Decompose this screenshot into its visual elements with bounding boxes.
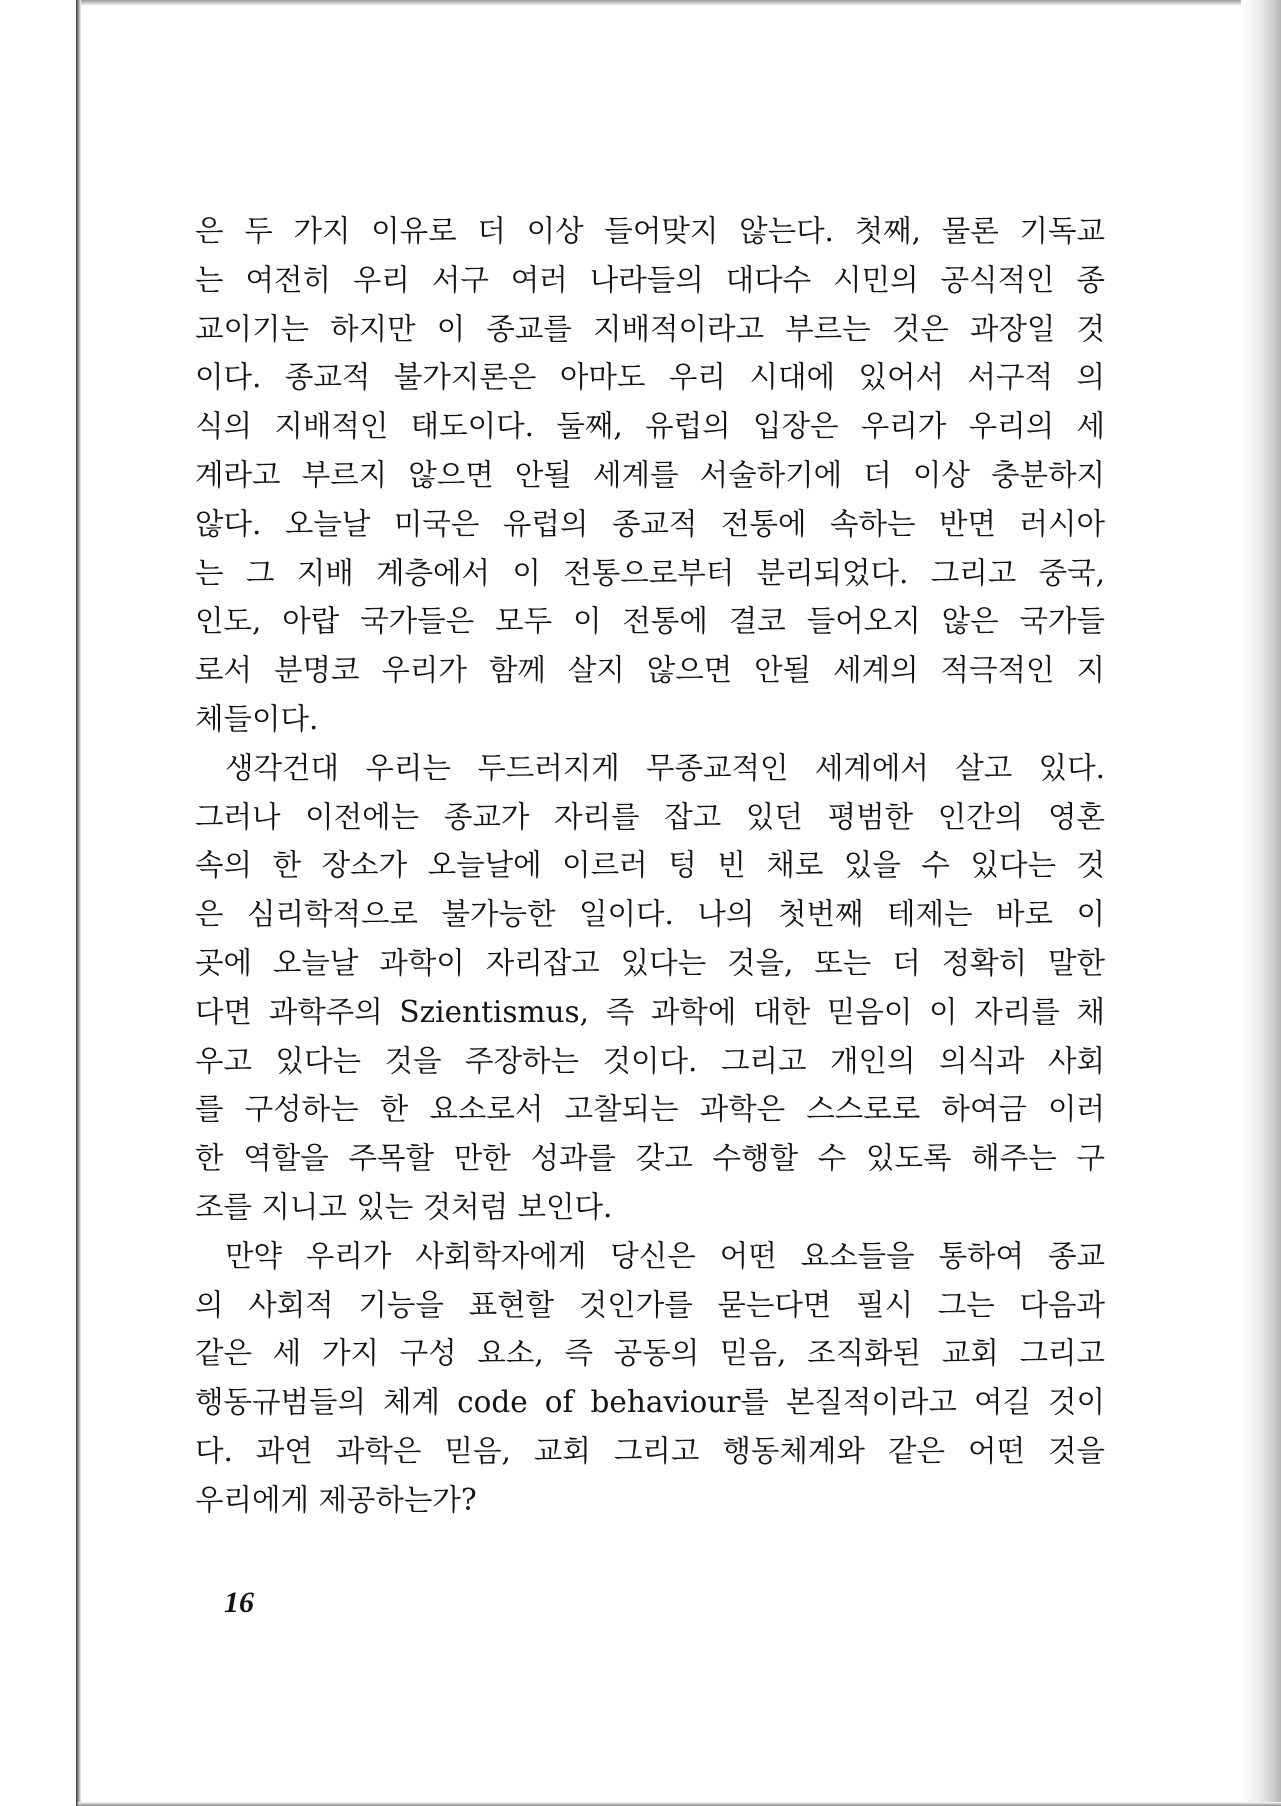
text-line: 다면 과학주의 Szientismus, 즉 과학에 대한 믿음이 이 자리를 채 (195, 994, 1105, 1029)
text-line: 계라고 부르지 않으면 안될 세계를 서술하기에 더 이상 충분하지 (195, 457, 1105, 492)
text-line: 곳에 오늘날 과학이 자리잡고 있다는 것을, 또는 더 정확히 말한 (195, 945, 1105, 980)
text-line: 속의 한 장소가 오늘날에 이르러 텅 빈 채로 있을 수 있다는 것 (195, 848, 1105, 883)
paragraph (195, 744, 1105, 1232)
text-line: 생각건대 우리는 두드러지게 무종교적인 세계에서 살고 있다. (225, 750, 1105, 785)
text-line: 같은 세 가지 구성 요소, 즉 공동의 믿음, 조직화된 교회 그리고 (195, 1336, 1105, 1371)
text-line: 는 여전히 우리 서구 여러 나라들의 대다수 시민의 공식적인 종 (195, 262, 1105, 297)
text-line: 이다. 종교적 불가지론은 아마도 우리 시대에 있어서 서구적 의 (195, 360, 1105, 395)
text-line: 의 사회적 기능을 표현할 것인가를 묻는다면 필시 그는 다음과 (195, 1287, 1105, 1322)
text-line: 를 구성하는 한 요소로서 고찰되는 과학은 스스로로 하여금 이러 (195, 1092, 1105, 1127)
text-line: 는 그 지배 계층에서 이 전통으로부터 분리되었다. 그리고 중국, (195, 555, 1105, 590)
paragraph (195, 1232, 1105, 1525)
page-right-edge-shadow (1241, 0, 1281, 1806)
text-line: 한 역할을 주목할 만한 성과를 갖고 수행할 수 있도록 해주는 구 (195, 1141, 1105, 1176)
text-line: 체들이다. (195, 701, 319, 736)
text-line: 행동규범들의 체계 code of behaviour를 본질적이라고 여길 것이 (195, 1385, 1105, 1420)
text-line: 그러나 이전에는 종교가 자리를 잡고 있던 평범한 인간의 영혼 (195, 799, 1105, 834)
text-line: 만약 우리가 사회학자에게 당신은 어떤 요소들을 통하여 종교 (225, 1238, 1105, 1273)
text-line: 우리에게 제공하는가? (195, 1482, 477, 1517)
page-number: 16 (224, 1586, 254, 1619)
paragraph (195, 207, 1105, 744)
text-line: 은 두 가지 이유로 더 이상 들어맞지 않는다. 첫째, 물론 기독교 (195, 214, 1105, 248)
text-line: 않다. 오늘날 미국은 유럽의 종교적 전통에 속하는 반면 러시아 (195, 506, 1105, 541)
page-bottom-edge (78, 1802, 1281, 1806)
text-line: 교이기는 하지만 이 종교를 지배적이라고 부르는 것은 과장일 것 (195, 311, 1105, 346)
text-line: 인도, 아랍 국가들은 모두 이 전통에 결코 들어오지 않은 국가들 (195, 604, 1105, 639)
text-line: 다. 과연 과학은 믿음, 교회 그리고 행동체계와 같은 어떤 것을 (195, 1433, 1105, 1468)
page-left-edge (76, 0, 81, 1806)
body-text (195, 207, 1105, 1525)
text-line: 은 심리학적으로 불가능한 일이다. 나의 첫번째 테제는 바로 이 (195, 897, 1105, 932)
text-line: 우고 있다는 것을 주장하는 것이다. 그리고 개인의 의식과 사회 (195, 1043, 1105, 1078)
text-line: 조를 지니고 있는 것처럼 보인다. (195, 1189, 613, 1224)
page-top-edge (78, 0, 1281, 6)
text-line: 로서 분명코 우리가 함께 살지 않으면 안될 세계의 적극적인 지 (195, 653, 1105, 688)
text-line: 식의 지배적인 태도이다. 둘째, 유럽의 입장은 우리가 우리의 세 (195, 409, 1105, 444)
